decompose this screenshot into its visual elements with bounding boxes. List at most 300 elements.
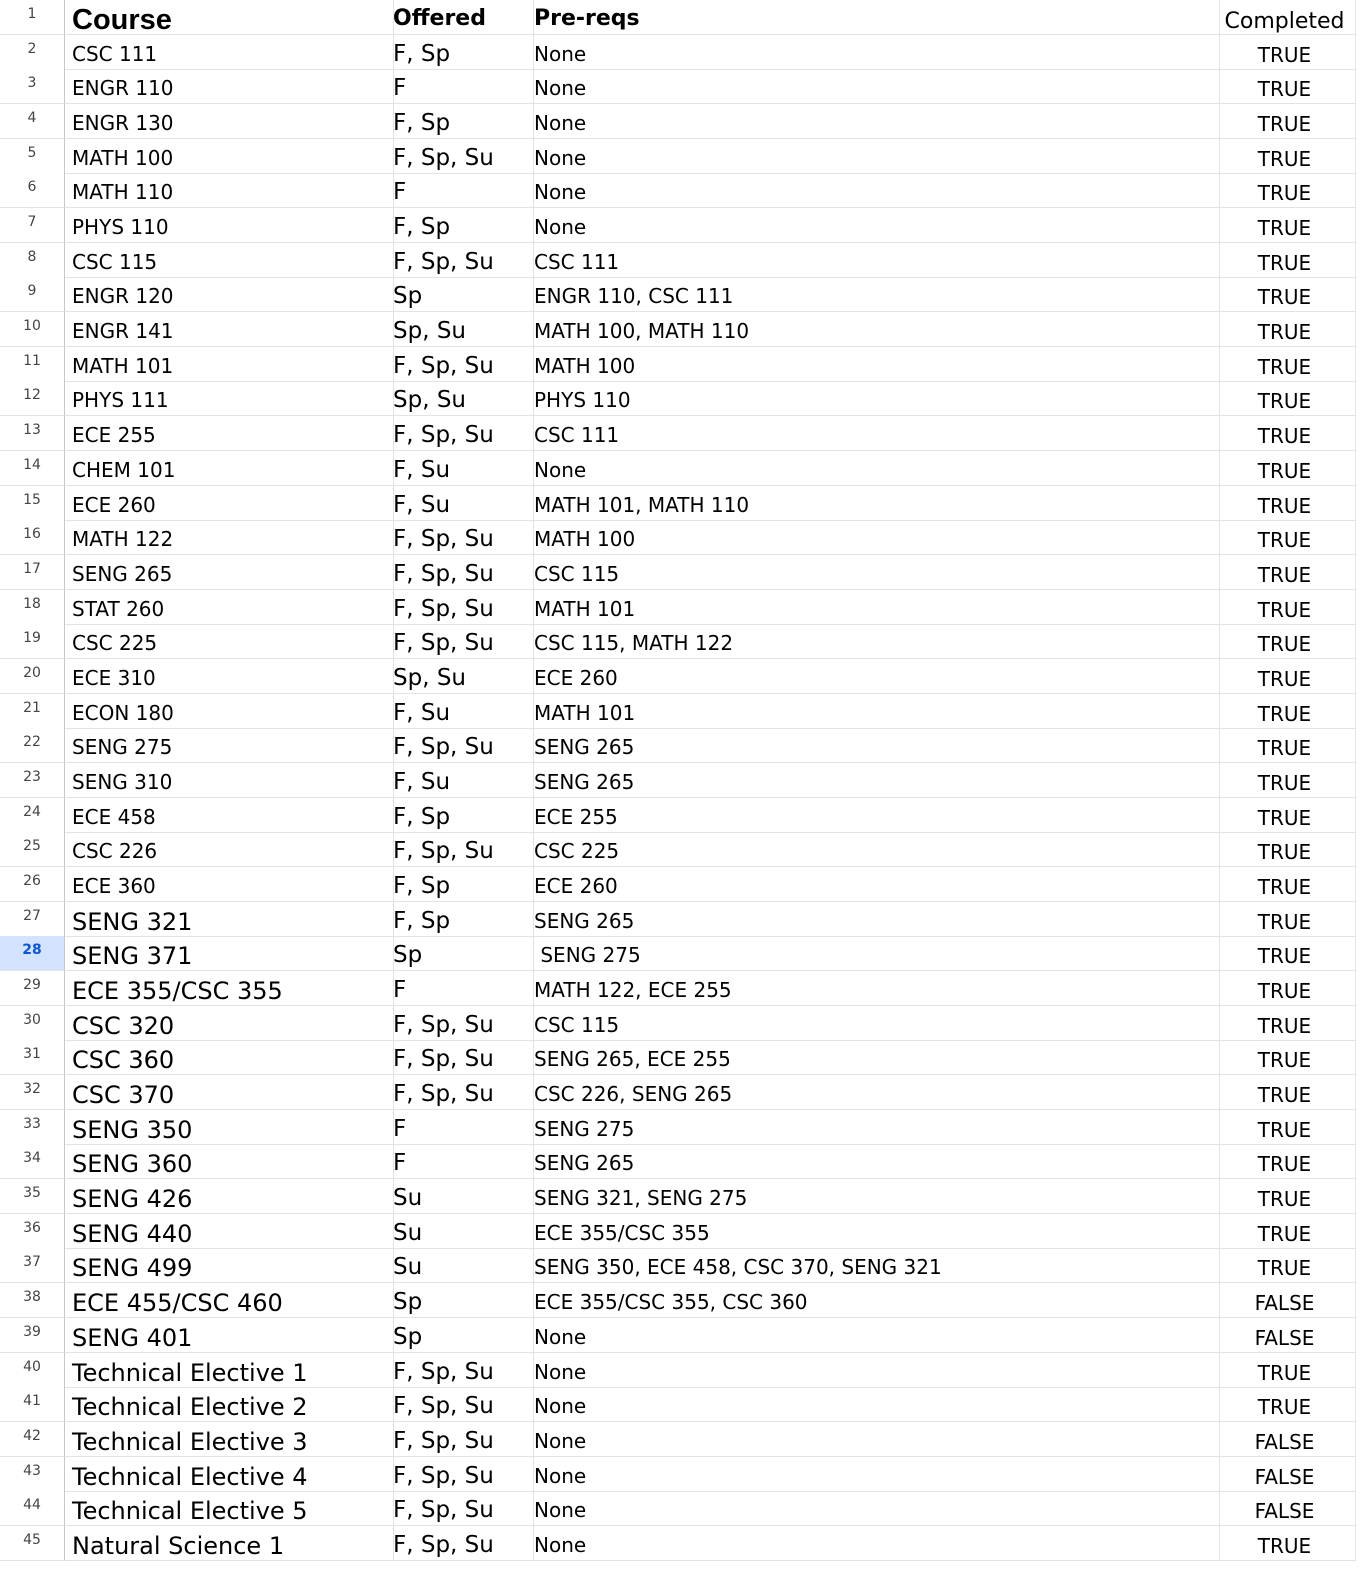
offered-terms: F, Su bbox=[393, 456, 451, 483]
row-number[interactable]: 11 bbox=[0, 347, 65, 382]
prereqs-text: SENG 265 bbox=[534, 908, 635, 933]
offered-cell[interactable] bbox=[387, 1526, 534, 1561]
course-cell[interactable] bbox=[65, 104, 394, 139]
offered-terms: F, Sp, Su bbox=[393, 526, 494, 553]
row-number[interactable]: 10 bbox=[0, 312, 65, 347]
offered-cell[interactable] bbox=[387, 1040, 534, 1075]
completed-cell[interactable] bbox=[1214, 104, 1356, 139]
offered-cell[interactable] bbox=[387, 1006, 534, 1041]
prereqs-text: None bbox=[534, 111, 587, 136]
completed-cell[interactable] bbox=[1214, 1110, 1356, 1145]
row-number[interactable]: 35 bbox=[0, 1179, 65, 1214]
row-number[interactable]: 9 bbox=[0, 277, 65, 312]
course-cell[interactable] bbox=[65, 139, 394, 174]
row-number[interactable]: 15 bbox=[0, 486, 65, 521]
course-name: SENG 371 bbox=[72, 942, 193, 971]
completed-value: TRUE bbox=[1257, 770, 1312, 795]
row-number[interactable]: 44 bbox=[0, 1491, 65, 1526]
course-cell[interactable] bbox=[65, 1110, 394, 1145]
offered-cell[interactable] bbox=[387, 208, 534, 243]
prereqs-cell[interactable] bbox=[528, 104, 1220, 139]
completed-cell[interactable] bbox=[1214, 69, 1356, 104]
prereqs-cell[interactable] bbox=[528, 867, 1220, 902]
completed-cell[interactable] bbox=[1214, 1353, 1356, 1388]
offered-cell[interactable] bbox=[387, 486, 534, 521]
completed-cell[interactable] bbox=[1214, 1006, 1356, 1041]
offered-cell[interactable] bbox=[387, 312, 534, 347]
offered-cell[interactable] bbox=[387, 555, 534, 590]
completed-cell[interactable] bbox=[1214, 1318, 1356, 1353]
completed-value: FALSE bbox=[1254, 1325, 1315, 1350]
offered-terms: F, Su bbox=[393, 699, 451, 726]
completed-cell[interactable] bbox=[1214, 1491, 1356, 1526]
table-row bbox=[0, 867, 1372, 902]
course-cell[interactable] bbox=[65, 902, 394, 937]
table-row bbox=[0, 971, 1372, 1006]
course-cell[interactable] bbox=[65, 1283, 394, 1318]
completed-cell[interactable] bbox=[1214, 659, 1356, 694]
completed-cell[interactable] bbox=[1214, 520, 1356, 555]
completed-value: TRUE bbox=[1257, 736, 1312, 761]
completed-value: TRUE bbox=[1257, 181, 1312, 206]
completed-cell[interactable] bbox=[1214, 347, 1356, 382]
course-cell[interactable] bbox=[65, 1144, 394, 1179]
prereqs-text: ECE 260 bbox=[534, 874, 618, 898]
prereqs-cell[interactable] bbox=[528, 486, 1220, 521]
prereqs-cell[interactable] bbox=[528, 1318, 1220, 1353]
row-number[interactable]: 19 bbox=[0, 624, 65, 659]
offered-terms: F, Sp, Su bbox=[393, 1046, 494, 1073]
prereqs-text: None bbox=[534, 1532, 587, 1557]
completed-cell[interactable] bbox=[1214, 139, 1356, 174]
course-cell[interactable] bbox=[65, 728, 394, 763]
offered-cell[interactable] bbox=[387, 1353, 534, 1388]
offered-cell[interactable] bbox=[387, 902, 534, 937]
header-completed-cell[interactable] bbox=[1214, 0, 1356, 35]
prereqs-cell[interactable] bbox=[528, 1248, 1220, 1283]
completed-value: TRUE bbox=[1257, 77, 1312, 102]
offered-cell[interactable] bbox=[387, 763, 534, 798]
offered-cell[interactable] bbox=[387, 1318, 534, 1353]
completed-cell[interactable] bbox=[1214, 416, 1356, 451]
course-cell[interactable] bbox=[65, 1457, 394, 1492]
row-number[interactable]: 30 bbox=[0, 1006, 65, 1041]
prereqs-cell[interactable] bbox=[528, 381, 1220, 416]
prereqs-cell[interactable] bbox=[528, 694, 1220, 729]
prereqs-cell[interactable] bbox=[528, 659, 1220, 694]
offered-cell[interactable] bbox=[387, 1457, 534, 1492]
course-cell[interactable] bbox=[65, 208, 394, 243]
offered-terms: F, Sp bbox=[393, 873, 451, 899]
prereqs-cell[interactable] bbox=[528, 1040, 1220, 1075]
offered-cell[interactable] bbox=[387, 347, 534, 382]
header-offered-label: Offered bbox=[393, 6, 486, 31]
prereqs-cell[interactable] bbox=[528, 555, 1220, 590]
completed-cell[interactable] bbox=[1214, 798, 1356, 833]
table-row bbox=[0, 243, 1372, 278]
completed-cell[interactable] bbox=[1214, 35, 1356, 70]
completed-cell[interactable] bbox=[1214, 208, 1356, 243]
table-row bbox=[0, 798, 1372, 833]
course-cell[interactable] bbox=[65, 1179, 394, 1214]
offered-cell[interactable] bbox=[387, 1248, 534, 1283]
completed-cell[interactable] bbox=[1214, 381, 1356, 416]
row-number[interactable]: 42 bbox=[0, 1422, 65, 1457]
completed-value: TRUE bbox=[1257, 701, 1312, 726]
offered-cell[interactable] bbox=[387, 243, 534, 278]
course-cell[interactable] bbox=[65, 277, 394, 312]
prereqs-cell[interactable] bbox=[528, 936, 1220, 971]
completed-value: TRUE bbox=[1257, 146, 1312, 171]
course-cell[interactable] bbox=[65, 347, 394, 382]
offered-terms: F, Sp, Su bbox=[393, 734, 494, 761]
prereqs-cell[interactable] bbox=[528, 798, 1220, 833]
course-cell[interactable] bbox=[65, 1491, 394, 1526]
course-cell[interactable] bbox=[65, 416, 394, 451]
row-number[interactable]: 28 bbox=[0, 936, 65, 971]
prereqs-cell[interactable] bbox=[528, 312, 1220, 347]
completed-cell[interactable] bbox=[1214, 1075, 1356, 1110]
offered-terms: F bbox=[393, 977, 407, 1004]
completed-cell[interactable] bbox=[1214, 486, 1356, 521]
completed-cell[interactable] bbox=[1214, 728, 1356, 763]
course-cell[interactable] bbox=[65, 1075, 394, 1110]
offered-cell[interactable] bbox=[387, 139, 534, 174]
offered-terms: F, Sp, Su bbox=[393, 560, 494, 587]
offered-cell[interactable] bbox=[387, 1075, 534, 1110]
offered-cell[interactable] bbox=[387, 1110, 534, 1145]
prereqs-cell[interactable] bbox=[528, 416, 1220, 451]
completed-cell[interactable] bbox=[1214, 1179, 1356, 1214]
prereqs-cell[interactable] bbox=[528, 1422, 1220, 1457]
course-name: MATH 110 bbox=[72, 180, 174, 205]
offered-cell[interactable] bbox=[387, 381, 534, 416]
row-number[interactable]: 43 bbox=[0, 1457, 65, 1492]
offered-cell[interactable] bbox=[387, 69, 534, 104]
prereqs-cell[interactable] bbox=[528, 1214, 1220, 1249]
prereqs-cell[interactable] bbox=[528, 1491, 1220, 1526]
completed-cell[interactable] bbox=[1214, 902, 1356, 937]
prereqs-cell[interactable] bbox=[528, 624, 1220, 659]
completed-cell[interactable] bbox=[1214, 590, 1356, 625]
table-row bbox=[0, 1283, 1372, 1318]
course-name: CSC 370 bbox=[72, 1081, 175, 1110]
course-cell[interactable] bbox=[65, 69, 394, 104]
completed-value: FALSE bbox=[1254, 1499, 1315, 1524]
row-number[interactable]: 37 bbox=[0, 1248, 65, 1283]
completed-cell[interactable] bbox=[1214, 1457, 1356, 1492]
completed-value: TRUE bbox=[1257, 1360, 1312, 1385]
row-number[interactable]: 12 bbox=[0, 381, 65, 416]
offered-cell[interactable] bbox=[387, 451, 534, 486]
prereqs-text: CSC 226, SENG 265 bbox=[534, 1082, 733, 1107]
completed-cell[interactable] bbox=[1214, 312, 1356, 347]
row-number[interactable]: 6 bbox=[0, 173, 65, 208]
row-number[interactable]: 26 bbox=[0, 867, 65, 902]
row-number[interactable]: 23 bbox=[0, 763, 65, 798]
offered-cell[interactable] bbox=[387, 1283, 534, 1318]
prereqs-cell[interactable] bbox=[528, 728, 1220, 763]
course-cell[interactable] bbox=[65, 590, 394, 625]
course-cell[interactable] bbox=[65, 763, 394, 798]
offered-cell[interactable] bbox=[387, 971, 534, 1006]
row-number[interactable]: 25 bbox=[0, 832, 65, 867]
prereqs-cell[interactable] bbox=[528, 1526, 1220, 1561]
completed-cell[interactable] bbox=[1214, 763, 1356, 798]
prereqs-text: CSC 111 bbox=[534, 423, 620, 448]
table-row bbox=[0, 416, 1372, 451]
course-cell[interactable] bbox=[65, 173, 394, 208]
prereqs-cell[interactable] bbox=[528, 347, 1220, 382]
course-cell[interactable] bbox=[65, 694, 394, 729]
row-number[interactable]: 39 bbox=[0, 1318, 65, 1353]
offered-cell[interactable] bbox=[387, 798, 534, 833]
completed-cell[interactable] bbox=[1214, 1387, 1356, 1422]
table-row bbox=[0, 69, 1372, 104]
row-number[interactable]: 1 bbox=[0, 0, 65, 35]
completed-value: TRUE bbox=[1257, 840, 1312, 865]
course-cell[interactable] bbox=[65, 1526, 394, 1561]
completed-value: TRUE bbox=[1257, 389, 1312, 414]
offered-cell[interactable] bbox=[387, 832, 534, 867]
completed-cell[interactable] bbox=[1214, 1040, 1356, 1075]
row-number[interactable]: 41 bbox=[0, 1387, 65, 1422]
course-cell[interactable] bbox=[65, 971, 394, 1006]
prereqs-text: MATH 100 bbox=[534, 527, 636, 552]
course-cell[interactable] bbox=[65, 659, 394, 694]
row-number[interactable]: 34 bbox=[0, 1144, 65, 1179]
offered-cell[interactable] bbox=[387, 1179, 534, 1214]
row-number[interactable]: 4 bbox=[0, 104, 65, 139]
completed-cell[interactable] bbox=[1214, 451, 1356, 486]
offered-terms: F, Sp, Su bbox=[393, 1393, 494, 1420]
row-number[interactable]: 24 bbox=[0, 798, 65, 833]
offered-cell[interactable] bbox=[387, 1422, 534, 1457]
offered-cell[interactable] bbox=[387, 1214, 534, 1249]
course-cell[interactable] bbox=[65, 1422, 394, 1457]
header-offered-cell[interactable] bbox=[387, 0, 534, 35]
prereqs-cell[interactable] bbox=[528, 1144, 1220, 1179]
offered-cell[interactable] bbox=[387, 1387, 534, 1422]
offered-cell[interactable] bbox=[387, 867, 534, 902]
completed-cell[interactable] bbox=[1214, 555, 1356, 590]
course-name: MATH 100 bbox=[72, 145, 174, 170]
row-number[interactable]: 18 bbox=[0, 590, 65, 625]
offered-terms: Su bbox=[393, 1219, 423, 1246]
table-row bbox=[0, 694, 1372, 729]
row-number[interactable]: 29 bbox=[0, 971, 65, 1006]
offered-terms: F, Sp bbox=[393, 803, 451, 830]
prereqs-cell[interactable] bbox=[528, 139, 1220, 174]
completed-cell[interactable] bbox=[1214, 971, 1356, 1006]
table-row bbox=[0, 1491, 1372, 1526]
row-number[interactable]: 21 bbox=[0, 694, 65, 729]
course-cell[interactable] bbox=[65, 1248, 394, 1283]
completed-cell[interactable] bbox=[1214, 936, 1356, 971]
offered-terms: Sp bbox=[393, 1323, 423, 1350]
prereqs-text: None bbox=[534, 76, 587, 101]
offered-cell[interactable] bbox=[387, 173, 534, 208]
offered-cell[interactable] bbox=[387, 728, 534, 763]
course-cell[interactable] bbox=[65, 243, 394, 278]
prereqs-cell[interactable] bbox=[528, 243, 1220, 278]
prereqs-cell[interactable] bbox=[528, 1457, 1220, 1492]
row-number[interactable]: 36 bbox=[0, 1214, 65, 1249]
table-row bbox=[0, 1006, 1372, 1041]
offered-terms: Sp, Su bbox=[393, 318, 466, 345]
offered-terms: F, Sp, Su bbox=[393, 1427, 494, 1454]
completed-cell[interactable] bbox=[1214, 173, 1356, 208]
course-cell[interactable] bbox=[65, 798, 394, 833]
prereqs-cell[interactable] bbox=[528, 1387, 1220, 1422]
prereqs-text: SENG 350, ECE 458, CSC 370, SENG 321 bbox=[534, 1255, 942, 1280]
prereqs-cell[interactable] bbox=[528, 1075, 1220, 1110]
offered-cell[interactable] bbox=[387, 520, 534, 555]
course-cell[interactable] bbox=[65, 451, 394, 486]
offered-cell[interactable] bbox=[387, 35, 534, 70]
prereqs-text: None bbox=[534, 180, 587, 205]
prereqs-cell[interactable] bbox=[528, 208, 1220, 243]
row-number[interactable]: 16 bbox=[0, 520, 65, 555]
prereqs-cell[interactable] bbox=[528, 1006, 1220, 1041]
row-number[interactable]: 45 bbox=[0, 1526, 65, 1561]
prereqs-cell[interactable] bbox=[528, 35, 1220, 70]
prereqs-cell[interactable] bbox=[528, 520, 1220, 555]
course-cell[interactable] bbox=[65, 1353, 394, 1388]
completed-value: TRUE bbox=[1257, 805, 1312, 830]
prereqs-cell[interactable] bbox=[528, 1353, 1220, 1388]
course-cell[interactable] bbox=[65, 832, 394, 867]
completed-cell[interactable] bbox=[1214, 624, 1356, 659]
prereqs-cell[interactable] bbox=[528, 1283, 1220, 1318]
prereqs-text: SENG 265 bbox=[534, 769, 635, 794]
prereqs-text: CSC 115 bbox=[534, 561, 620, 586]
course-name: ENGR 110 bbox=[72, 76, 174, 101]
course-cell[interactable] bbox=[65, 486, 394, 521]
offered-terms: F, Sp, Su bbox=[393, 1358, 494, 1385]
offered-cell[interactable] bbox=[387, 936, 534, 971]
prereqs-text: MATH 101, MATH 110 bbox=[534, 492, 750, 517]
prereqs-cell[interactable] bbox=[528, 971, 1220, 1006]
course-cell[interactable] bbox=[65, 520, 394, 555]
prereqs-cell[interactable] bbox=[528, 902, 1220, 937]
completed-cell[interactable] bbox=[1214, 832, 1356, 867]
completed-cell[interactable] bbox=[1214, 1248, 1356, 1283]
table-row bbox=[0, 312, 1372, 347]
course-name: SENG 499 bbox=[72, 1254, 193, 1283]
prereqs-cell[interactable] bbox=[528, 763, 1220, 798]
completed-cell[interactable] bbox=[1214, 1526, 1356, 1561]
table-row bbox=[0, 1214, 1372, 1249]
header-course-cell[interactable] bbox=[65, 0, 394, 35]
completed-cell[interactable] bbox=[1214, 277, 1356, 312]
course-name: CSC 360 bbox=[72, 1046, 175, 1075]
offered-cell[interactable] bbox=[387, 659, 534, 694]
course-cell[interactable] bbox=[65, 624, 394, 659]
row-number[interactable]: 38 bbox=[0, 1283, 65, 1318]
row-number[interactable]: 20 bbox=[0, 659, 65, 694]
completed-value: TRUE bbox=[1257, 1256, 1312, 1281]
course-cell[interactable] bbox=[65, 1387, 394, 1422]
offered-cell[interactable] bbox=[387, 590, 534, 625]
prereqs-cell[interactable] bbox=[528, 832, 1220, 867]
completed-cell[interactable] bbox=[1214, 694, 1356, 729]
row-number[interactable]: 31 bbox=[0, 1040, 65, 1075]
course-cell[interactable] bbox=[65, 381, 394, 416]
offered-cell[interactable] bbox=[387, 416, 534, 451]
offered-cell[interactable] bbox=[387, 1491, 534, 1526]
table-row bbox=[0, 555, 1372, 590]
course-cell[interactable] bbox=[65, 312, 394, 347]
offered-cell[interactable] bbox=[387, 277, 534, 312]
prereqs-cell[interactable] bbox=[528, 590, 1220, 625]
row-number[interactable]: 13 bbox=[0, 416, 65, 451]
course-cell[interactable] bbox=[65, 1006, 394, 1041]
row-number[interactable]: 14 bbox=[0, 451, 65, 486]
offered-terms: F bbox=[393, 1150, 407, 1177]
row-number[interactable]: 5 bbox=[0, 139, 65, 174]
prereqs-text: ENGR 110, CSC 111 bbox=[534, 284, 734, 309]
course-name: Technical Elective 2 bbox=[72, 1393, 308, 1422]
completed-cell[interactable] bbox=[1214, 1144, 1356, 1179]
completed-value: FALSE bbox=[1254, 1464, 1315, 1489]
completed-cell[interactable] bbox=[1214, 243, 1356, 278]
prereqs-cell[interactable] bbox=[528, 1110, 1220, 1145]
prereqs-cell[interactable] bbox=[528, 1179, 1220, 1214]
row-number[interactable]: 2 bbox=[0, 35, 65, 70]
offered-cell[interactable] bbox=[387, 1144, 534, 1179]
row-number[interactable]: 8 bbox=[0, 243, 65, 278]
completed-cell[interactable] bbox=[1214, 1283, 1356, 1318]
course-cell[interactable] bbox=[65, 867, 394, 902]
course-name: PHYS 110 bbox=[72, 215, 169, 240]
row-number[interactable]: 3 bbox=[0, 69, 65, 104]
course-cell[interactable] bbox=[65, 1214, 394, 1249]
row-number[interactable]: 33 bbox=[0, 1110, 65, 1145]
prereqs-cell[interactable] bbox=[528, 451, 1220, 486]
row-number[interactable]: 22 bbox=[0, 728, 65, 763]
prereqs-cell[interactable] bbox=[528, 173, 1220, 208]
header-prereqs-cell[interactable] bbox=[528, 0, 1220, 35]
row-number[interactable]: 7 bbox=[0, 208, 65, 243]
offered-terms: F, Sp, Su bbox=[393, 1531, 494, 1558]
completed-value: TRUE bbox=[1257, 216, 1312, 241]
offered-cell[interactable] bbox=[387, 104, 534, 139]
completed-cell[interactable] bbox=[1214, 867, 1356, 902]
row-number[interactable]: 40 bbox=[0, 1353, 65, 1388]
completed-cell[interactable] bbox=[1214, 1214, 1356, 1249]
course-name: Technical Elective 4 bbox=[72, 1462, 308, 1491]
table-row bbox=[0, 520, 1372, 555]
row-number[interactable]: 32 bbox=[0, 1075, 65, 1110]
table-row bbox=[0, 381, 1372, 416]
course-cell[interactable] bbox=[65, 1318, 394, 1353]
course-cell[interactable] bbox=[65, 1040, 394, 1075]
prereqs-cell[interactable] bbox=[528, 277, 1220, 312]
offered-cell[interactable] bbox=[387, 624, 534, 659]
offered-cell[interactable] bbox=[387, 694, 534, 729]
prereqs-text: ECE 255 bbox=[534, 804, 618, 829]
prereqs-cell[interactable] bbox=[528, 69, 1220, 104]
row-number[interactable]: 17 bbox=[0, 555, 65, 590]
completed-value: TRUE bbox=[1257, 666, 1312, 691]
row-number[interactable]: 27 bbox=[0, 902, 65, 937]
completed-cell[interactable] bbox=[1214, 1422, 1356, 1457]
table-row bbox=[0, 624, 1372, 659]
course-cell[interactable] bbox=[65, 555, 394, 590]
course-cell[interactable] bbox=[65, 35, 394, 70]
course-cell[interactable] bbox=[65, 936, 394, 971]
